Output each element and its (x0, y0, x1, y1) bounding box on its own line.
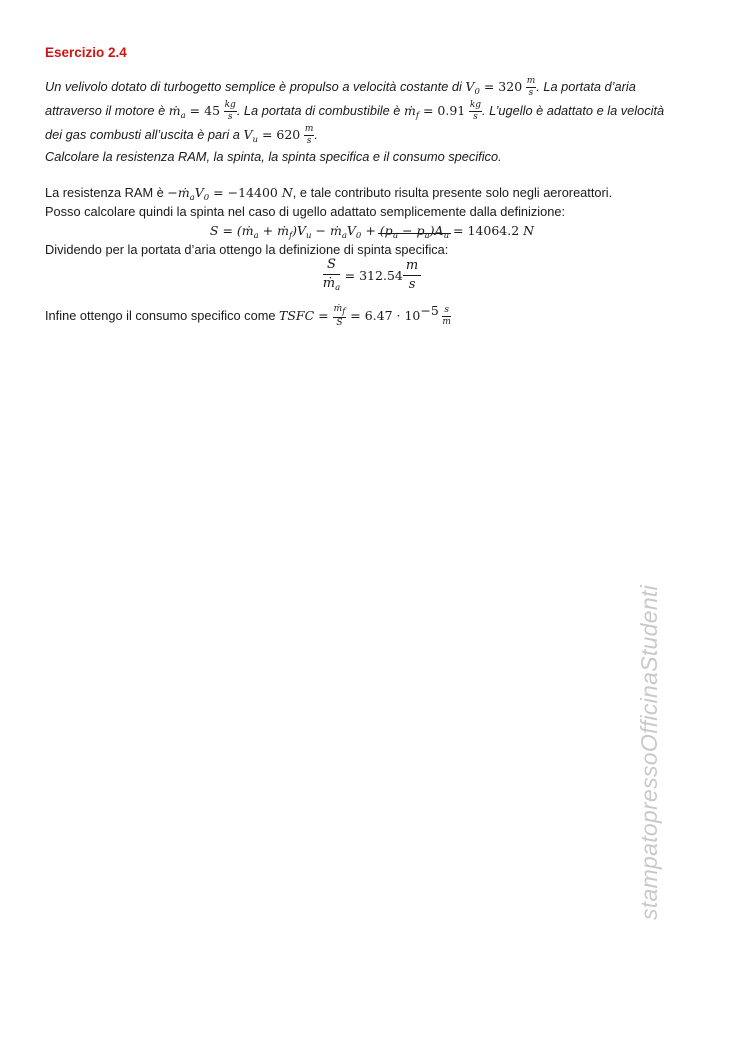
tsfc-value: 6.47 · 10 (364, 308, 421, 323)
ram-line: La resistenza RAM è $-ṁ_aV_0 = -14400$ N, e tale contributo risulta presente solo negli aeroreattori. (45, 185, 613, 203)
problem-line-4: Calcolare la resistenza RAM, la spinta, la spinta specifica e il consumo specifico. (45, 149, 502, 164)
unit-kg-per-s: $\frac{kg}{s}$ (224, 100, 236, 122)
unit-m-per-s-2: $\frac{m}{s}$ (304, 124, 314, 146)
unit-s-per-m: $\frac{s}{m}$ (442, 305, 451, 328)
specific-thrust-equation: $\frac{S}{ṁ_a}$ = 312.54 $\frac{m}{s}$ (0, 258, 744, 294)
thrust-equation: S = (ṁ$_a$ + $ṁ_f)V_u$ − $ṁ_aV_0 + (p_u - p_a)A_u = 14064.2$ N (209, 223, 535, 241)
mf-value: 0.91 (437, 102, 466, 118)
problem-line-3: dei gas combusti all’uscita è pari a $V_u = 620$ $\frac{m}{s}$ . (45, 124, 318, 146)
ma-value: 45 (204, 102, 221, 118)
ram-value: −14400 (227, 185, 278, 200)
thrust-intro: Posso calcolare quindi la spinta nel caso di ugello adattato semplicemente dalla definizione: (45, 204, 566, 219)
specific-intro: Dividendo per la portata d’aria ottengo la definizione di spinta specifica: (45, 242, 449, 257)
unit-m-per-s: $\frac{m}{s}$ (526, 76, 536, 98)
problem-line-1: Un velivolo dotato di turbogetto semplice è propulso a velocità costante di $V_0 = 320$ $\frac{m}{s}$ . La portata d’aria (45, 76, 636, 98)
tsfc-line: Infine ottengo il consumo specifico come TSFC = $\frac{ṁ_f}{S}$ = $6.47 \cdot 10^{-5}$ $\frac{s}{m}$ (45, 303, 451, 329)
problem-line-2: attraverso il motore è ṁ$_a$ = 45 $\frac{kg}{s}$ . La portata di combustibile è ṁ$_f$ = 0.91 $\frac{kg}{s}$ . L’ugello è adattato e la velocità (45, 100, 665, 122)
v0-value: 320 (498, 78, 523, 94)
specific-thrust-value: 312.54 (359, 268, 403, 284)
exercise-title: Esercizio 2.4 (45, 45, 127, 60)
vu-value: 620 (276, 126, 301, 142)
unit-kg-per-s-2: $\frac{kg}{s}$ (469, 100, 482, 122)
pressure-term-struck: $(p_u - p_a)A_u$ (379, 223, 450, 241)
thrust-value: 14064.2 (467, 223, 520, 238)
tsfc-label: TSFC (279, 308, 315, 323)
watermark-text: stampatopressoOfficinaStudenti (636, 584, 662, 920)
